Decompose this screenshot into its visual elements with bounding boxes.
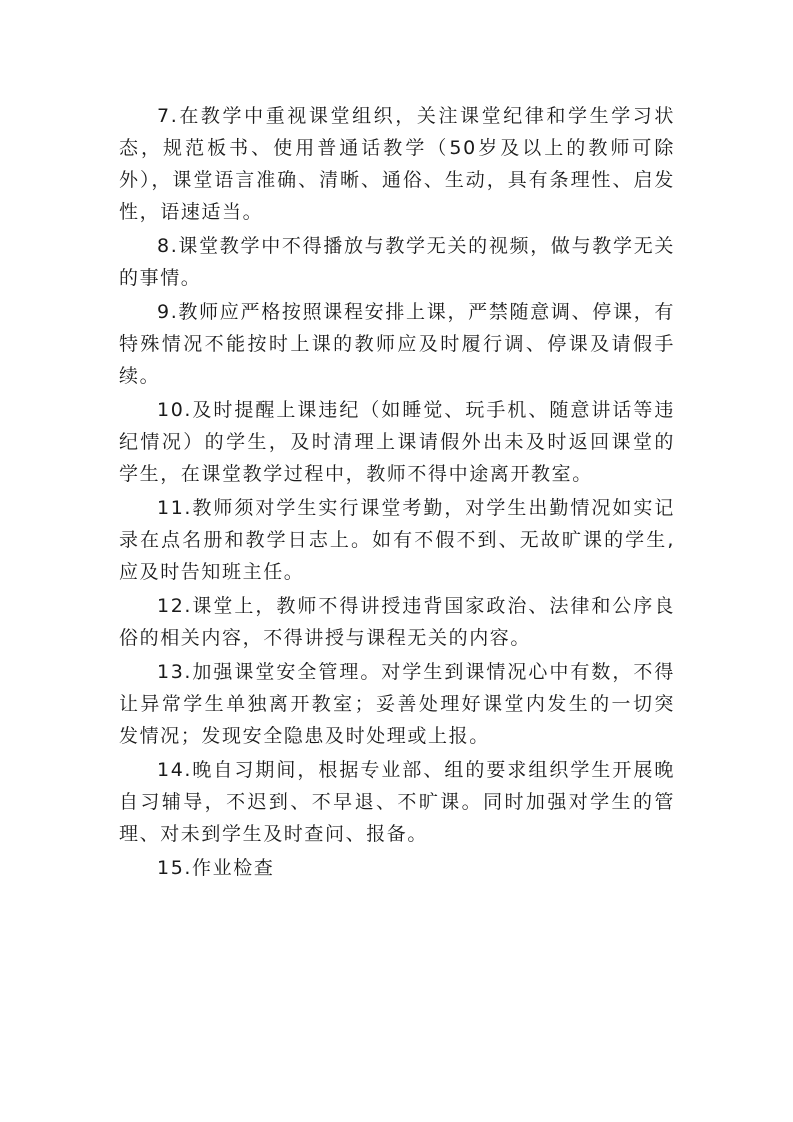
paragraph-12: 12.课堂上，教师不得讲授违背国家政治、法律和公序良俗的相关内容，不得讲授与课程无关的内容。	[119, 595, 675, 649]
paragraph-13: 13.加强课堂安全管理。对学生到课情况心中有数，不得让异常学生单独离开教室；妥善处理好课堂内发生的一切突发情况；发现安全隐患及时处理或上报。	[119, 661, 675, 747]
paragraph-8: 8.课堂教学中不得播放与教学无关的视频，做与教学无关的事情。	[119, 235, 675, 289]
paragraph-14: 14.晚自习期间，根据专业部、组的要求组织学生开展晚自习辅导，不迟到、不早退、不旷课。同时加强对学生的管理、对未到学生及时查问、报备。	[119, 759, 675, 845]
paragraph-11: 11.教师须对学生实行课堂考勤，对学生出勤情况如实记录在点名册和教学日志上。如有不假不到、无故旷课的学生,应及时告知班主任。	[119, 497, 675, 583]
paragraph-9: 9.教师应严格按照课程安排上课，严禁随意调、停课，有特殊情况不能按时上课的教师应及时履行调、停课及请假手续。	[119, 301, 675, 387]
paragraph-10: 10.及时提醒上课违纪（如睡觉、玩手机、随意讲话等违纪情况）的学生，及时清理上课请假外出未及时返回课堂的学生，在课堂教学过程中，教师不得中途离开教室。	[119, 399, 675, 485]
paragraph-15-heading: 15.作业检查	[157, 857, 275, 879]
paragraph-7: 7.在教学中重视课堂组织，关注课堂纪律和学生学习状态，规范板书、使用普通话教学（50岁及以上的教师可除外），课堂语言准确、清晰、通俗、生动，具有条理性、启发性，语速适当。	[119, 105, 675, 223]
document-body	[119, 100, 675, 886]
